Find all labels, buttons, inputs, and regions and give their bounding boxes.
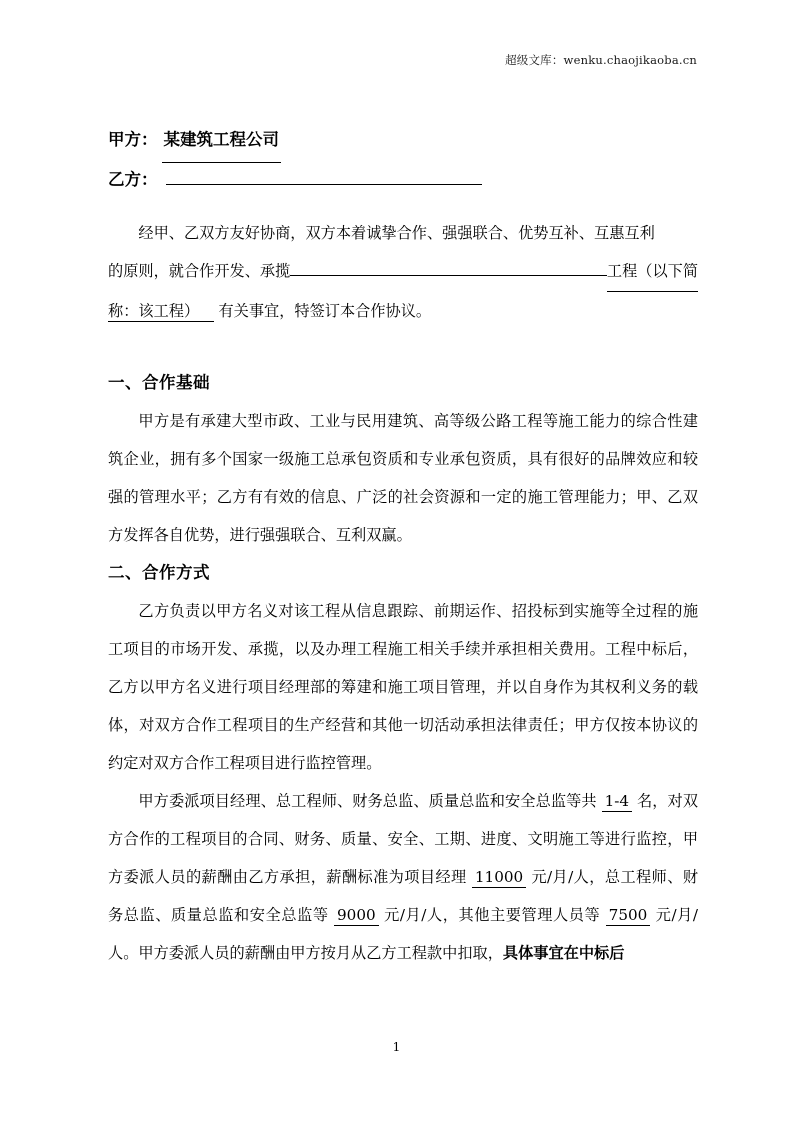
preamble-line-3-underlined: 称：该工程） <box>108 302 200 320</box>
staffing-text-part-5: 元/月/人。甲方委派人员的薪酬由甲方按月从乙方工程款中扣取， <box>108 906 699 962</box>
preamble-line-2 <box>108 252 698 292</box>
section-2-staffing-paragraph <box>108 782 698 972</box>
section-2-paragraph-1: 乙方负责以甲方名义对该工程从信息跟踪、前期运作、招投标到实施等全过程的施工项目的市场开发、承揽，以及办理工程施工相关手续并承担相关费用。工程中标后，乙方以甲方名义进行项目经理部的筹建和施工项目管理，并以自身作为其权利义务的载体，对双方合作工程项目的生产经营和其他一切活动承担法律责任；甲方仅按本协议的约定对双方合作工程项目进行监控管理。 <box>108 602 698 772</box>
preamble-line-3 <box>108 292 698 330</box>
document-body <box>108 120 698 972</box>
staffing-text-part-4: 元/月/人，其他主要管理人员等 <box>384 906 601 924</box>
preamble-line-3-underline-pad <box>199 302 213 322</box>
staffing-text-part-2: 名，对双方合作的工程项目的合同、财务、质量、安全、工期、进度、文明施工等进行监控，甲方委派人员的薪酬由乙方承担，薪酬标准为项目经理 <box>108 792 699 886</box>
spacer <box>108 330 698 364</box>
project-name-blank-field[interactable] <box>290 257 607 276</box>
director-rate-value[interactable]: 9000 <box>334 906 379 926</box>
other-staff-rate-value[interactable]: 7500 <box>606 906 651 926</box>
preamble-line-2-prefix: 的原则，就合作开发、承揽 <box>108 262 291 280</box>
staff-count-value[interactable]: 1-4 <box>602 792 632 812</box>
party-b-blank-field[interactable] <box>166 164 482 185</box>
party-a-line <box>108 120 698 160</box>
document-watermark-header: 超级文库：wenku.chaojikaoba.cn <box>505 53 697 67</box>
staffing-text-part-1: 甲方委派项目经理、总工程师、财务总监、质量总监和安全总监等共 <box>138 792 597 810</box>
staffing-bold-tail: 具体事宜在中标后 <box>502 944 625 962</box>
party-a-label: 甲方： <box>108 130 158 149</box>
party-a-value: 某建筑工程公司 <box>162 120 282 163</box>
party-b-line <box>108 160 698 200</box>
section-1-paragraph-1: 甲方是有承建大型市政、工业与民用建筑、高等级公路工程等施工能力的综合性建筑企业，拥有多个国家一级施工总承包资质和专业承包资质，具有很好的品牌效应和较强的管理水平；乙方有有效的信息、广泛的社会资源和一定的施工管理能力；甲、乙双方发挥各自优势，进行强强联合、互利双赢。 <box>108 412 698 544</box>
preamble-line-2-suffix: 工程（以下简 <box>607 252 698 292</box>
project-manager-rate-value[interactable]: 11000 <box>472 868 526 888</box>
page-number: 1 <box>392 1040 401 1054</box>
staffing-text-part-3: 元/月/人，总工程师、财务总监、质量总监和安全总监等 <box>108 868 699 924</box>
preamble-line-1: 经甲、乙双方友好协商，双方本着诚挚合作、强强联合、优势互补、互惠互利 <box>138 224 655 242</box>
section-heading-2: 二、合作方式 <box>108 563 210 582</box>
party-b-label: 乙方： <box>108 170 158 189</box>
preamble-line-3-rest: 有关事宜，特签订本合作协议。 <box>218 302 432 320</box>
section-heading-1: 一、合作基础 <box>108 373 210 392</box>
spacer <box>108 200 698 214</box>
